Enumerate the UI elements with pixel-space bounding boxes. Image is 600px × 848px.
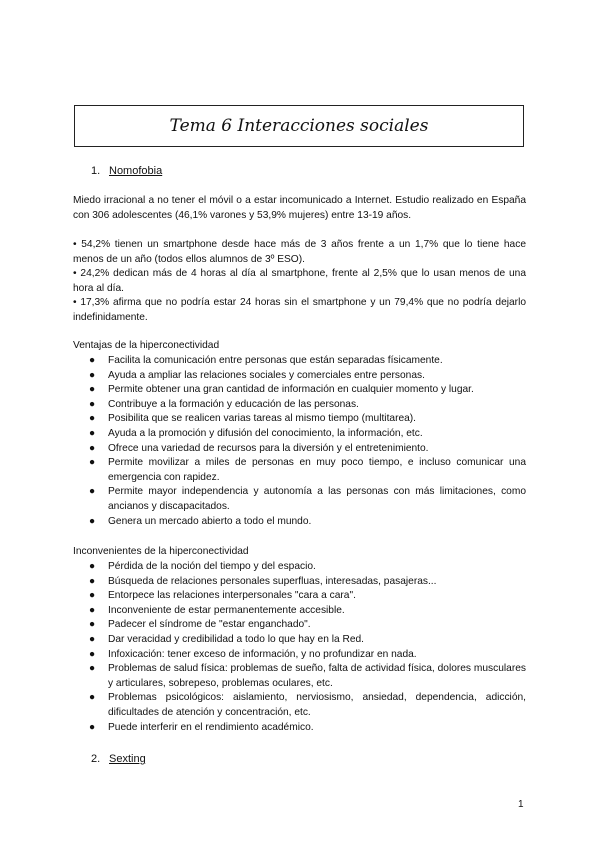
- bullet-icon: ●: [89, 486, 96, 498]
- list-item-text: Puede interferir en el rendimiento académico.: [108, 721, 314, 733]
- list-item-text: Pérdida de la noción del tiempo y del espacio.: [108, 561, 316, 572]
- list-item: [73, 485, 526, 514]
- ventajas-list: [73, 354, 526, 529]
- inconvenientes-title: Inconvenientes de la hiperconectividad: [73, 546, 249, 557]
- list-item: [73, 662, 526, 691]
- bullet-icon: ●: [89, 692, 96, 704]
- section-label: Nomofobia: [109, 165, 163, 177]
- list-item-text: Ayuda a ampliar las relaciones sociales y comerciales entre personas.: [108, 369, 425, 381]
- list-item-text: Permite mayor independencia y autonomía a las personas con más limitaciones, como ancianos y discapacitados.: [108, 486, 526, 512]
- list-item-text: Facilita la comunicación entre personas que están separadas físicamente.: [108, 355, 443, 366]
- list-item: [73, 560, 526, 575]
- list-item-text: Entorpece las relaciones interpersonales "cara a cara".: [108, 590, 356, 602]
- list-item: [73, 383, 526, 398]
- list-item-text: Problemas de salud física: problemas de sueño, falta de actividad física, dolores musculares y articulares, sobrepeso, problemas oculares, etc.: [108, 663, 526, 689]
- list-item: [73, 515, 526, 530]
- stat-line: • 24,2% dedican más de 4 horas al día al smartphone, frente al 2,5% que lo usan menos de una hora al día.: [73, 268, 526, 294]
- section-heading-sexting: [91, 752, 146, 767]
- list-item-text: Infoxicación: tener exceso de información, y no profundizar en nada.: [108, 648, 417, 660]
- title-box: [74, 105, 524, 147]
- bullet-icon: ●: [89, 515, 96, 527]
- bullet-icon: ●: [89, 561, 96, 572]
- page-number: 1: [518, 799, 524, 810]
- list-item-text: Genera un mercado abierto a todo el mundo.: [108, 515, 312, 527]
- list-item: [73, 427, 526, 442]
- list-item: [73, 412, 526, 427]
- list-item: [73, 354, 526, 369]
- bullet-icon: ●: [89, 384, 96, 396]
- bullet-icon: ●: [89, 355, 96, 366]
- inconvenientes-list: [73, 560, 526, 735]
- bullet-icon: ●: [89, 457, 96, 469]
- list-item: [73, 691, 526, 720]
- list-item-text: Padecer el síndrome de "estar enganchado".: [108, 619, 311, 631]
- bullet-icon: ●: [89, 633, 96, 645]
- bullet-icon: ●: [89, 721, 96, 733]
- bullet-icon: ●: [89, 369, 96, 381]
- bullet-icon: ●: [89, 575, 96, 587]
- section-number: 2.: [91, 753, 101, 765]
- bullet-icon: ●: [89, 648, 96, 660]
- bullet-icon: ●: [89, 427, 96, 439]
- list-item-text: Ayuda a la promoción y difusión del conocimiento, la información, etc.: [108, 427, 423, 439]
- list-item-text: Permite obtener una gran cantidad de información en cualquier momento y lugar.: [108, 384, 474, 396]
- list-item: [73, 633, 526, 648]
- list-item-text: Inconveniente de estar permanentemente accesible.: [108, 604, 345, 616]
- section-heading-nomofobia: [91, 164, 162, 179]
- list-item: [73, 398, 526, 413]
- list-item-text: Posibilita que se realicen varias tareas al mismo tiempo (multitarea).: [108, 413, 417, 425]
- stat-line: • 17,3% afirma que no podría estar 24 horas sin el smartphone y un 79,4% que no podría dejarlo indefinidamente.: [73, 297, 526, 323]
- intro-paragraph: [73, 194, 526, 223]
- list-item: [73, 721, 526, 736]
- list-item-text: Problemas psicológicos: aislamiento, nerviosismo, ansiedad, dependencia, adicción, dificultades de atención y concentración, etc.: [108, 692, 526, 718]
- bullet-icon: ●: [89, 590, 96, 602]
- list-item: [73, 442, 526, 457]
- stats-block: [73, 238, 526, 326]
- ventajas-title: Ventajas de la hiperconectividad: [73, 340, 220, 351]
- stat-line: • 54,2% tienen un smartphone desde hace más de 3 años frente a un 1,7% que lo tiene hace menos de un año (todos ellos alumnos de 3º ESO).: [73, 239, 526, 265]
- list-item: [73, 575, 526, 590]
- list-item: [73, 604, 526, 619]
- list-item: [73, 618, 526, 633]
- list-item-text: Contribuye a la formación y educación de las personas.: [108, 398, 359, 410]
- section-number: 1.: [91, 165, 101, 177]
- intro-text: Miedo irracional a no tener el móvil o a estar incomunicado a Internet. Estudio realizado en España con 306 adolescentes (46,1% varones y 53,9% mujeres) entre 13-19 años.: [73, 195, 526, 221]
- list-item-text: Permite movilizar a miles de personas en muy poco tiempo, e incluso comunicar una emergencia con rapidez.: [108, 457, 526, 483]
- bullet-icon: ●: [89, 398, 96, 410]
- list-item: [73, 456, 526, 485]
- list-item-text: Búsqueda de relaciones personales superfluas, interesadas, pasajeras...: [108, 575, 437, 587]
- page-title: Tema 6 Interacciones sociales: [169, 115, 429, 136]
- list-item-text: Dar veracidad y credibilidad a todo lo que hay en la Red.: [108, 633, 364, 645]
- list-item: [73, 589, 526, 604]
- bullet-icon: ●: [89, 442, 96, 454]
- bullet-icon: ●: [89, 663, 96, 675]
- bullet-icon: ●: [89, 604, 96, 616]
- bullet-icon: ●: [89, 619, 96, 631]
- list-item: [73, 369, 526, 384]
- bullet-icon: ●: [89, 413, 96, 425]
- list-item: [73, 648, 526, 663]
- section-label: Sexting: [109, 753, 146, 765]
- list-item-text: Ofrece una variedad de recursos para la diversión y el entretenimiento.: [108, 442, 429, 454]
